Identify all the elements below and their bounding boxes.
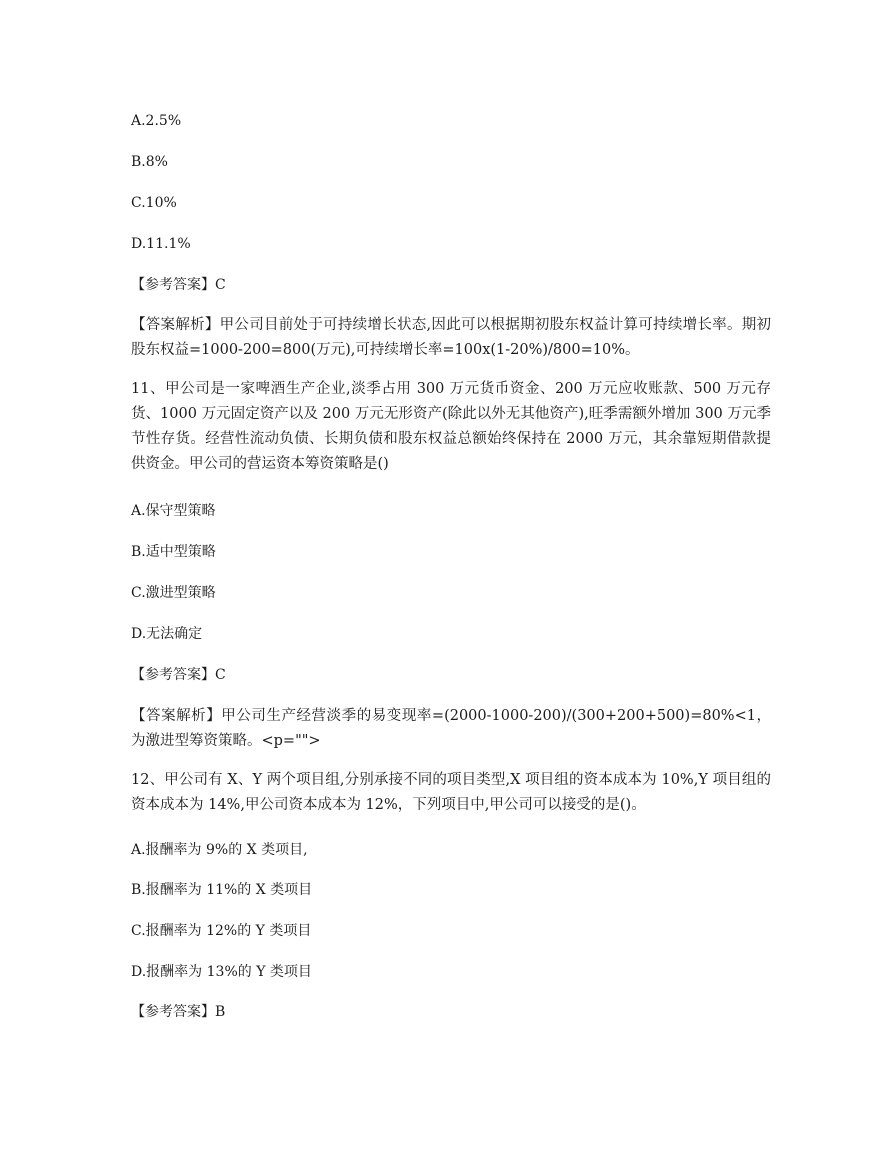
option-a: A.2.5% — [131, 113, 182, 129]
reference-answer: 【参考答案】C — [131, 277, 226, 293]
q11-option-c: C.激进型策略 — [131, 585, 216, 601]
q12-option-d: D.报酬率为 13%的 Y 类项目 — [131, 964, 312, 980]
question-12: 12、甲公司有 X、Y 两个项目组,分别承接不同的项目类型,X 项目组的资本成本为 10%,Y 项目组的资本成本为 14%,甲公司资本成本为 12%，下列项目中,甲公司可以接受的是()。 — [131, 772, 771, 813]
q12-option-c: C.报酬率为 12%的 Y 类项目 — [131, 923, 312, 939]
question-11: 11、甲公司是一家啤酒生产企业,淡季占用 300 万元货币资金、200 万元应收账款、500 万元存货、1000 万元固定资产以及 200 万元无形资产(除此以外无其他资产),旺季需额外增加 300 万元季节性存货。经营性流动负债、长期负债和股东权益总额始终保持在 2000 万元，其余靠短期借款提供资金。甲公司的营运资本筹资策略是() — [131, 381, 771, 472]
q11-option-b: B.适中型策略 — [131, 544, 216, 560]
q12-option-a: A.报酬率为 9%的 X 类项目, — [131, 842, 308, 858]
option-c: C.10% — [131, 195, 177, 211]
q11-reference-answer: 【参考答案】C — [131, 667, 226, 683]
q12-option-b: B.报酬率为 11%的 X 类项目 — [131, 882, 313, 898]
q12-reference-answer: 【参考答案】B — [131, 1004, 226, 1020]
option-b: B.8% — [131, 154, 168, 170]
q11-answer-analysis: 【答案解析】甲公司生产经营淡季的易变现率=(2000-1000-200)/(300+200+500)=80%<1，为激进型筹资策略。<p=""> — [131, 708, 771, 749]
q11-option-a: A.保守型策略 — [131, 503, 216, 519]
option-d: D.11.1% — [131, 236, 191, 252]
answer-analysis: 【答案解析】甲公司目前处于可持续增长状态,因此可以根据期初股东权益计算可持续增长率。期初股东权益=1000-200=800(万元),可持续增长率=100x(1-20%)/800=10%。 — [131, 317, 771, 358]
q11-option-d: D.无法确定 — [131, 626, 203, 642]
